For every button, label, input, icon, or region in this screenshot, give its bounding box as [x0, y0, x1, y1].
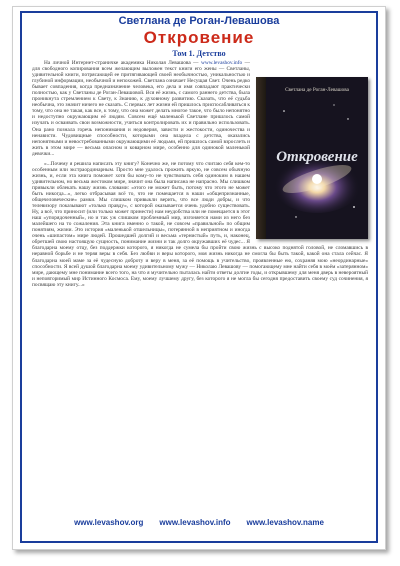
levashov-info-inline-link[interactable]: www.levashov.info [201, 60, 243, 66]
author-heading: Светлана де Роган-Левашова [118, 15, 280, 27]
intro-paragraph: На личной Интернет-страничке академика Николая Левашова — www.levashov.info — для свободного копирования всем желающим выложен текст книги его жены — Светланы, удивительной книги, потрясающей ее притягивающей своей необычностью, уникальностью и глубиной информации, необычной и непохожей. Светлана означает Несущая Свет. Очень редко бывает совпадения, когда предназначение человека, его дела и имя совпадают практически полностью, как у Светланы де Роган-Левашовой. Вся её жизнь, с самого раннего детства, была проникнута стремлением к Свету, к Знанию, к духовному развитию. Сказать, что её судьба необычна, это значит ничего не сказать. С первых лет жизни ей пришлось приспосабливаться к тому, что она не такая, как все, к тому, что она может делать многое такое, что было непонятно и недоступно окружающим её людям. Совсем ещё маленькой Светлане пришлось самой изучать и осваивать свои возможности, учиться контролировать их и правильно использовать. Она рано познала горечь непонимания и недоверия, зависти и жестокости, одиночества и ненависти. Чудовищные способности, которыми она владела с детства, оказались непонятными и невостребованными окружающими её людьми, ей пришлось самой взрослеть и жить в этом мире — весьма опасном и коварном мире, особенно для одинокой маленькой девочки... [32, 60, 250, 157]
body-text [32, 60, 368, 288]
volume-subtitle: Том 1. Детство [172, 49, 226, 58]
footer-link-levashov-name[interactable]: www.levashov.name [246, 518, 324, 527]
footer-link-levashov-org[interactable]: www.levashov.org [74, 518, 144, 527]
footer-links [22, 518, 376, 527]
flyer-page [12, 6, 386, 550]
cover-author: Светлана де Роган-Левашова [285, 87, 349, 93]
book-cover-art [256, 77, 368, 239]
book-cover-image [256, 77, 368, 239]
blue-frame [20, 11, 378, 543]
cover-title: Откровение [276, 149, 358, 165]
footer-link-levashov-info[interactable]: www.levashov.info [159, 518, 231, 527]
quote-paragraph: «...Почему я решила написать эту книгу? Конечно же, не потому что считаю себя кем-то особенным или экстраординарным. Просто мне удалось прожить яркую, не совсем обычную жизнь, и, если эта книга поможет хотя бы кому-то не чувствовать себя одиноким в нашем удивительном, но весьма жестоком мире, значит она была написана не напрасно. Мы слишком привыкли облекать нашу жизнь словами: «этого не может быть, потому что этого не может быть никогда...», легко отбрасывая всё то, что не помещается в наши «общепризнанные, общечеловеческие» рамки. Мы слишком привыкли верить, что все люди добры, и что телевизору показывают «только правду», с которой оказывается очень удобно существовать. Ну, а всё, что приносит (или только может принести) нам неудобства или не помещается в этот наш «упорядоченный», но и так уж слишком проблемный мир, изгоняется нами из него без малейшего на то сожаления. Эта книга именно о такой, не совсем «правильной» по общим понятиям, жизни. Это история «маленькой отшельницы», потерянной в неприятном и иногда очень «шипастом» мире людей. Прошедшей долгий и весьма «тернистый» путь, и, наконец, обретшей свою настоящую сущность, понимание жизни и так долго окружавших её чудес... Я благодарна моему отцу, без поддержки которого, я никогда не сумела бы пройти свою жизнь с высоко поднятой головой, не сломавшись в неравной борьбе и не теряя веры в себя. Без любви и веры которого, моя жизнь никогда не смогла бы быть такой, какой она стала сейчас. Я благодарна моей маме за её чудесную доброту и веру в меня, за её помощь в учительство, проявленные ею, сохраняя мою «неординарные» способности. Я всей душой благодарна моему удивительному мужу — Николаю Левашову — помогающему мне найти себя в моём «затерянном» мире, дающему мне понимание всего того, на что я мучительно пыталась найти ответы долгие годы, и открывшему для меня дверь в невероятный и неповторимый мир Истинного Космоса. Ему, моему лучшему другу, без которого я не могла бы сегодня предоставить своему суд сочинения, я посвящаю эту книгу...» [32, 160, 368, 288]
book-title: Откровение [143, 28, 255, 47]
star-icon [312, 174, 322, 184]
